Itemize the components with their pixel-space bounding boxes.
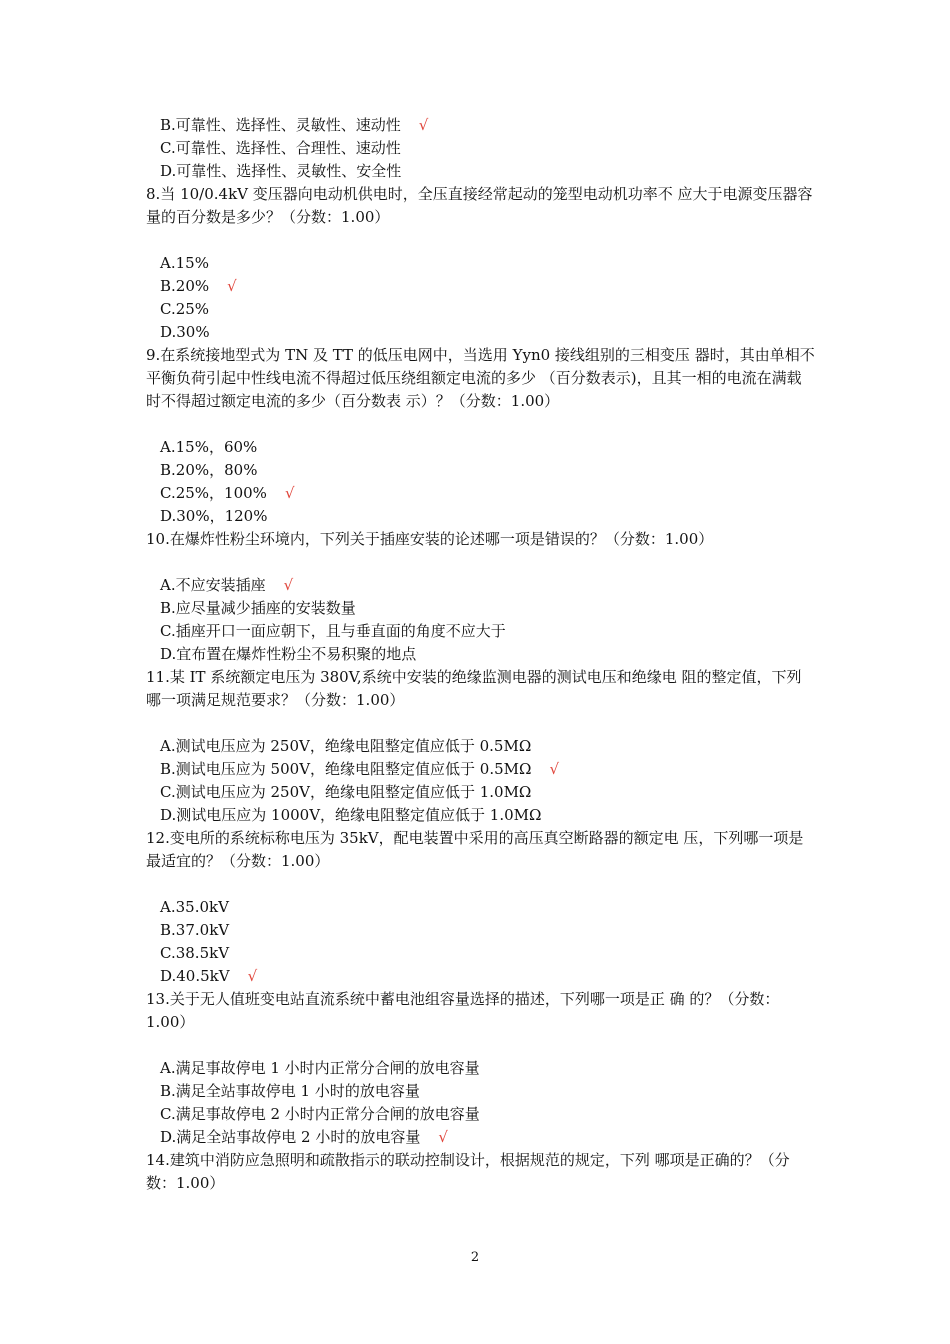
- answer-option: D.可靠性、选择性、灵敏性、安全性: [160, 162, 402, 180]
- question-text: 8.当 10/0.4kV 变压器向电动机供电时，全压直接经常起动的笼型电动机功率不 应大于电源变压器容量的百分数是多少？（分数：1.00）: [146, 185, 813, 226]
- answer-option: B.37.0kV: [160, 921, 230, 939]
- answer-option: B.20%，80%: [160, 461, 258, 479]
- correct-check-mark: √: [418, 116, 429, 134]
- question-text: 13.关于无人值班变电站直流系统中蓄电池组容量选择的描述，下列哪一项是正 确 的？（分数：1.00）: [146, 990, 780, 1031]
- answer-option: D.30%，120%: [160, 507, 268, 525]
- question-text: 14.建筑中消防应急照明和疏散指示的联动控制设计，根据规范的规定，下列 哪项是正确的？（分数：1.00）: [146, 1151, 790, 1192]
- question-text: 11.某 IT 系统额定电压为 380V,系统中安装的绝缘监测电器的测试电压和绝缘电 阻的整定值，下列哪一项满足规范要求？（分数：1.00）: [146, 668, 802, 709]
- answer-option: A.不应安装插座 √: [160, 576, 294, 594]
- answer-option: C.插座开口一面应朝下，且与垂直面的角度不应大于: [160, 622, 506, 640]
- question-text: 12.变电所的系统标称电压为 35kV，配电装置中采用的高压真空断路器的额定电 压，下列哪一项是最适宜的？（分数：1.00）: [146, 829, 804, 870]
- answer-option: C.可靠性、选择性、合理性、速动性: [160, 139, 401, 157]
- answer-option: A.15%，60%: [160, 438, 258, 456]
- answer-option: A.满足事故停电 1 小时内正常分合闸的放电容量: [160, 1059, 480, 1077]
- question-text: 9.在系统接地型式为 TN 及 TT 的低压电网中，当选用 Yyn0 接线组别的三相变压 器时，其由单相不平衡负荷引起中性线电流不得超过低压绕组额定电流的多少 （百分数表示)，且其一相的电流在满载时不得超过额定电流的多少（百分数表 示）？（分数：1.00）: [146, 346, 815, 410]
- answer-option: C.25%，100% √: [160, 484, 295, 502]
- answer-option: C.满足事故停电 2 小时内正常分合闸的放电容量: [160, 1105, 480, 1123]
- correct-check-mark: √: [283, 576, 294, 594]
- question-text: 10.在爆炸性粉尘环境内，下列关于插座安装的论述哪一项是错误的？（分数：1.00）: [146, 530, 714, 548]
- correct-check-mark: √: [284, 484, 295, 502]
- answer-option: B.满足全站事故停电 1 小时的放电容量: [160, 1082, 420, 1100]
- answer-option: C.测试电压应为 250V，绝缘电阻整定值应低于 1.0MΩ: [160, 783, 532, 801]
- answer-option: A.15%: [160, 254, 209, 272]
- correct-check-mark: √: [549, 760, 560, 778]
- question-list: [146, 114, 816, 1195]
- answer-option: D.测试电压应为 1000V，绝缘电阻整定值应低于 1.0MΩ: [160, 806, 542, 824]
- answer-option: B.测试电压应为 500V，绝缘电阻整定值应低于 0.5MΩ √: [160, 760, 560, 778]
- answer-option: D.40.5kV √: [160, 967, 258, 985]
- correct-check-mark: √: [247, 967, 258, 985]
- answer-option: A.测试电压应为 250V，绝缘电阻整定值应低于 0.5MΩ: [160, 737, 532, 755]
- answer-option: A.35.0kV: [160, 898, 229, 916]
- page-number: 2: [470, 1250, 480, 1265]
- answer-option: C.38.5kV: [160, 944, 230, 962]
- answer-option: D.满足全站事故停电 2 小时的放电容量 √: [160, 1128, 448, 1146]
- correct-check-mark: √: [227, 277, 237, 295]
- answer-option: D.30%: [160, 323, 210, 341]
- answer-option: B.可靠性、选择性、灵敏性、速动性 √: [160, 116, 429, 134]
- answer-option: B.应尽量减少插座的安装数量: [160, 599, 356, 617]
- answer-option: C.25%: [160, 300, 210, 318]
- answer-option: D.宜布置在爆炸性粉尘不易积聚的地点: [160, 645, 417, 663]
- previous-question-options: [146, 114, 816, 183]
- answer-option: B.20% √: [160, 277, 237, 295]
- correct-check-mark: √: [438, 1128, 448, 1146]
